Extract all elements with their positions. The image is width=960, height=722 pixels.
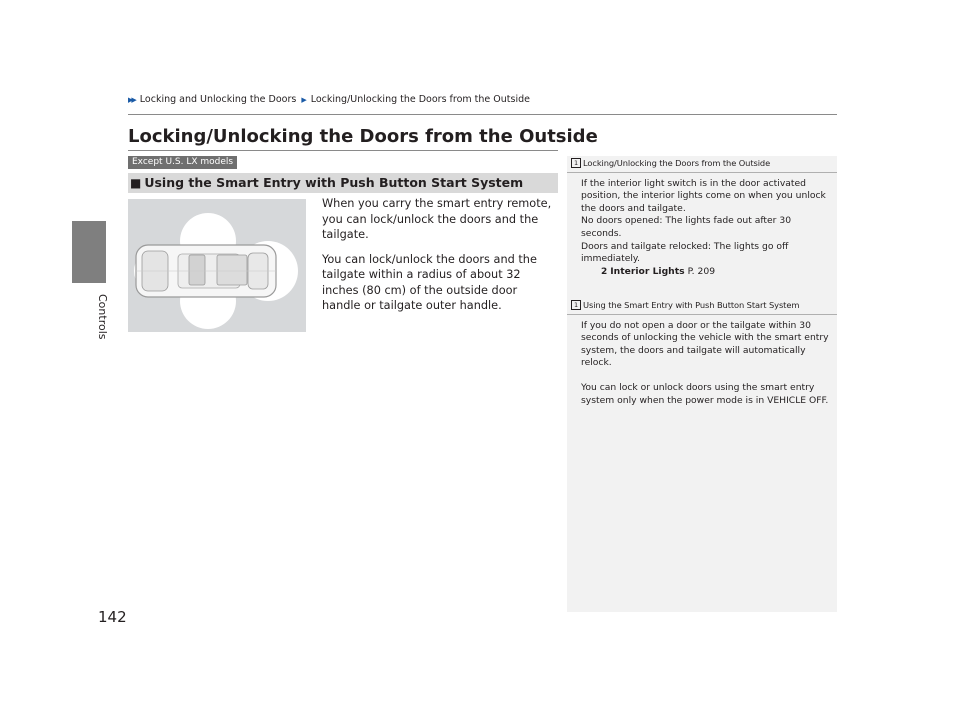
header-divider <box>128 114 837 115</box>
note-heading <box>571 157 833 170</box>
note-divider <box>567 314 837 315</box>
car-top-view-icon <box>128 199 306 332</box>
section-square-icon: ■ <box>130 175 142 190</box>
note-heading-text: Using the Smart Entry with Push Button Start System <box>583 300 800 310</box>
body-text <box>322 196 558 323</box>
breadcrumb <box>128 94 530 105</box>
chapter-tab[interactable] <box>72 221 106 283</box>
section-heading <box>130 175 523 190</box>
section-heading-text: Using the Smart Entry with Push Button Start System <box>144 175 524 190</box>
note-marker-icon: 1 <box>571 158 581 168</box>
note-smart-entry <box>571 299 833 419</box>
model-badge: Except U.S. LX models <box>128 156 237 169</box>
note-body <box>571 178 833 279</box>
note-divider <box>567 172 837 173</box>
note-text: If you do not open a door or the tailgate within 30 seconds of unlocking the vehicle with the smart entry system, the doors and tailgate will automatically relock. <box>581 319 829 369</box>
title-divider <box>128 150 558 151</box>
note-text: Doors and tailgate relocked: The lights go off immediately. <box>581 240 789 265</box>
breadcrumb-item[interactable]: Locking/Unlocking the Doors from the Outside <box>310 94 530 105</box>
note-body <box>571 320 833 408</box>
cross-reference-icon: 2 <box>601 266 608 277</box>
note-marker-icon: 1 <box>571 300 581 310</box>
note-text: No doors opened: The lights fade out after 30 seconds. <box>581 215 792 239</box>
paragraph: When you carry the smart entry remote, you can lock/unlock the doors and the tailgate. <box>322 197 552 241</box>
car-range-illustration <box>128 199 306 332</box>
note-text: You can lock or unlock doors using the smart entry system only when the power mode is in VEHICLE OFF. <box>581 381 829 406</box>
breadcrumb-arrow-icon: ▶▶ <box>128 95 135 104</box>
page-title: Locking/Unlocking the Doors from the Outside <box>128 126 598 147</box>
note-heading <box>571 299 833 312</box>
breadcrumb-arrow-icon: ▶ <box>301 95 307 104</box>
breadcrumb-item[interactable]: Locking and Unlocking the Doors <box>139 94 297 105</box>
note-text: If the interior light switch is in the door activated position, the interior lights come on when you unlock the doors and tailgate. <box>581 177 826 214</box>
xref-page[interactable]: P. 209 <box>687 265 716 277</box>
note-heading-text: Locking/Unlocking the Doors from the Outside <box>583 158 771 168</box>
chapter-label: Controls <box>96 294 109 340</box>
note-locking <box>571 157 833 278</box>
paragraph: You can lock/unlock the doors and the tailgate within a radius of about 32 inches (80 cm) of the outside door handle or tailgate outer handle. <box>322 252 537 312</box>
page-number: 142 <box>98 608 127 626</box>
xref-title[interactable]: Interior Lights <box>610 265 685 277</box>
cross-reference-link[interactable] <box>581 266 833 279</box>
